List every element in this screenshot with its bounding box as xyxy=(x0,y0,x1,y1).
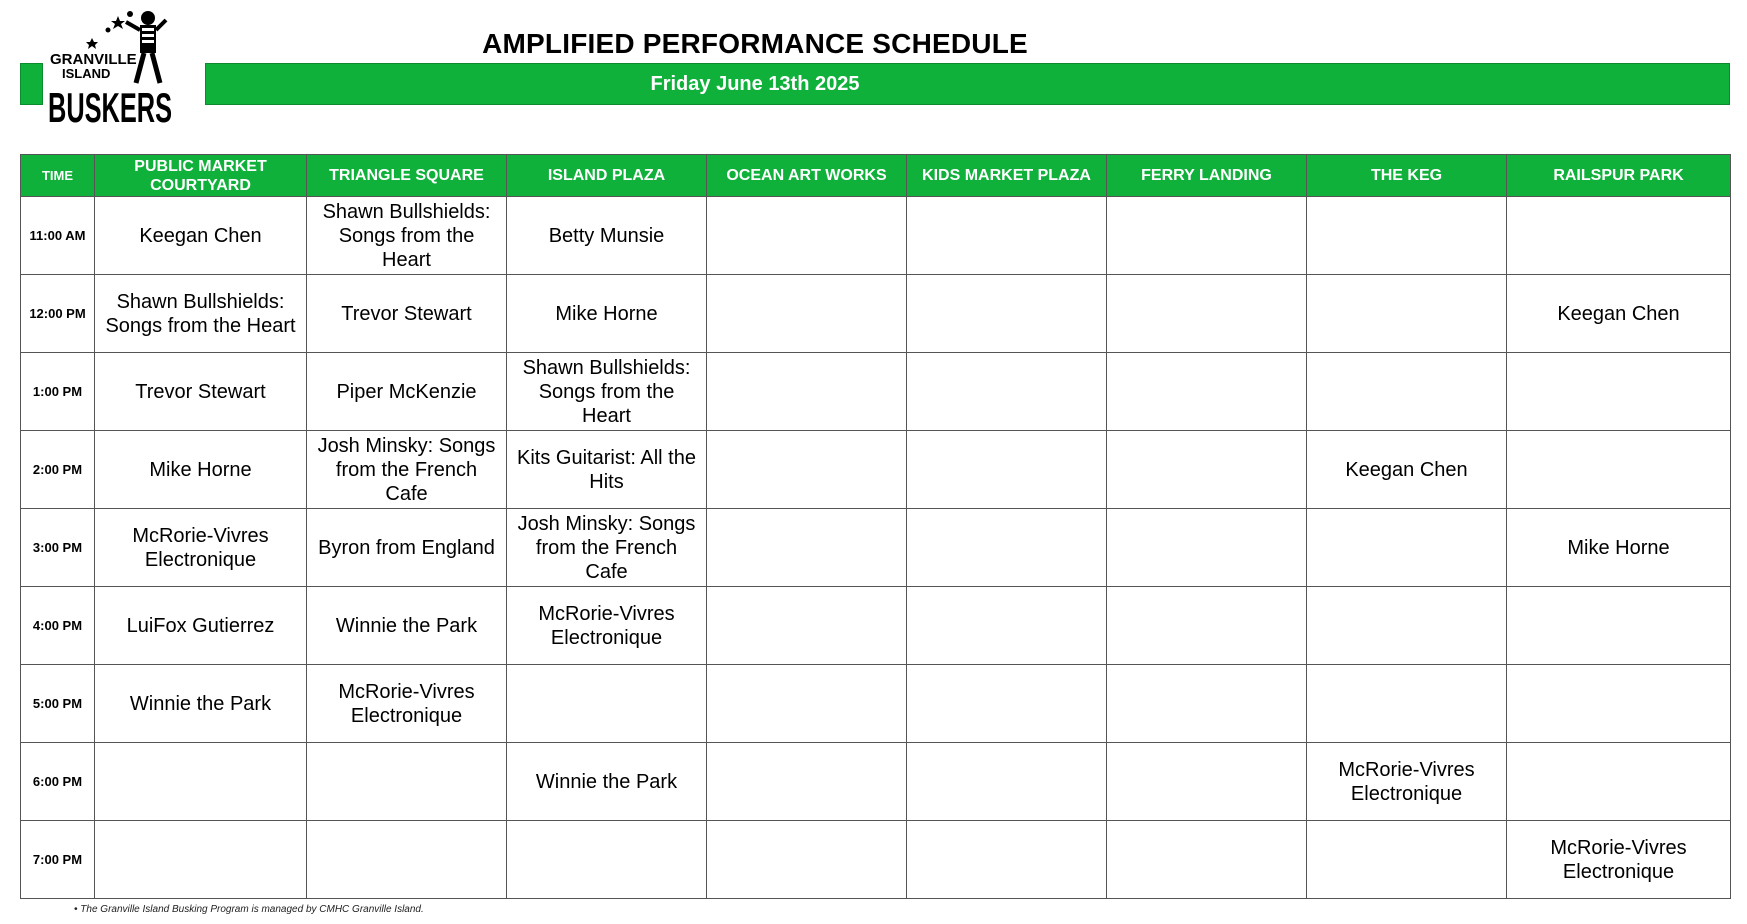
time-cell: 5:00 PM xyxy=(21,665,95,743)
performer-cell xyxy=(1107,197,1307,275)
table-row xyxy=(21,587,1731,665)
performer-cell xyxy=(307,821,507,899)
performer-cell: McRorie-Vivres Electronique xyxy=(307,665,507,743)
time-cell: 4:00 PM xyxy=(21,587,95,665)
performer-cell xyxy=(1107,275,1307,353)
performer-cell xyxy=(907,509,1107,587)
performer-cell: Mike Horne xyxy=(95,431,307,509)
performer-cell: Trevor Stewart xyxy=(95,353,307,431)
time-cell: 12:00 PM xyxy=(21,275,95,353)
performer-cell xyxy=(907,197,1107,275)
performer-cell xyxy=(1107,743,1307,821)
header-row xyxy=(21,155,1731,197)
page-title: AMPLIFIED PERFORMANCE SCHEDULE xyxy=(482,28,1028,59)
performer-cell xyxy=(907,275,1107,353)
performer-cell: McRorie-Vivres Electronique xyxy=(1507,821,1731,899)
performer-cell: Josh Minsky: Songs from the French Cafe xyxy=(507,509,707,587)
performer-cell xyxy=(907,353,1107,431)
performer-cell xyxy=(707,587,907,665)
performer-cell xyxy=(707,275,907,353)
column-header-kids-market-plaza: KIDS MARKET PLAZA xyxy=(907,155,1107,197)
performer-cell: Shawn Bullshields: Songs from the Heart xyxy=(95,275,307,353)
performer-cell xyxy=(1107,665,1307,743)
performer-cell xyxy=(1307,275,1507,353)
performer-cell xyxy=(1307,509,1507,587)
performer-cell xyxy=(1107,821,1307,899)
performer-cell xyxy=(1307,197,1507,275)
performer-cell xyxy=(707,353,907,431)
performer-cell xyxy=(1107,587,1307,665)
performer-cell xyxy=(307,743,507,821)
time-cell: 1:00 PM xyxy=(21,353,95,431)
performer-cell xyxy=(707,431,907,509)
schedule-date: Friday June 13th 2025 xyxy=(650,73,860,95)
performer-cell: Keegan Chen xyxy=(1307,431,1507,509)
time-cell: 3:00 PM xyxy=(21,509,95,587)
juggler-logo-icon xyxy=(48,8,198,136)
performer-cell xyxy=(1107,353,1307,431)
performer-cell xyxy=(907,431,1107,509)
performer-cell: Winnie the Park xyxy=(507,743,707,821)
buskers-logo xyxy=(48,8,198,136)
performer-cell: Shawn Bullshields: Songs from the Heart xyxy=(507,353,707,431)
table-row xyxy=(21,509,1731,587)
performer-cell xyxy=(1107,431,1307,509)
performer-cell: Winnie the Park xyxy=(95,665,307,743)
column-header-public-market-courtyard: PUBLIC MARKET COURTYARD xyxy=(95,155,307,197)
performer-cell xyxy=(1307,353,1507,431)
performer-cell xyxy=(707,509,907,587)
svg-text:GRANVILLE: GRANVILLE xyxy=(50,51,137,68)
performer-cell: Kits Guitarist: All the Hits xyxy=(507,431,707,509)
performer-cell: LuiFox Gutierrez xyxy=(95,587,307,665)
svg-text:ISLAND: ISLAND xyxy=(62,66,111,81)
column-header-island-plaza: ISLAND PLAZA xyxy=(507,155,707,197)
performer-cell: McRorie-Vivres Electronique xyxy=(95,509,307,587)
performer-cell: Mike Horne xyxy=(507,275,707,353)
performer-cell xyxy=(1107,509,1307,587)
performer-cell xyxy=(1507,665,1731,743)
performer-cell xyxy=(1307,665,1507,743)
performer-cell xyxy=(1307,587,1507,665)
table-row xyxy=(21,197,1731,275)
performer-cell xyxy=(707,821,907,899)
performer-cell: Betty Munsie xyxy=(507,197,707,275)
performer-cell xyxy=(907,821,1107,899)
column-header-ocean-art-works: OCEAN ART WORKS xyxy=(707,155,907,197)
table-row xyxy=(21,821,1731,899)
performer-cell xyxy=(95,743,307,821)
svg-text:BUSKERS: BUSKERS xyxy=(48,84,172,131)
schedule-table xyxy=(20,154,1731,899)
performer-cell xyxy=(1507,743,1731,821)
performer-cell xyxy=(95,821,307,899)
column-header-the-keg: THE KEG xyxy=(1307,155,1507,197)
performer-cell: Shawn Bullshields: Songs from the Heart xyxy=(307,197,507,275)
performer-cell xyxy=(907,743,1107,821)
performer-cell xyxy=(1507,197,1731,275)
performer-cell xyxy=(507,821,707,899)
performer-cell: Keegan Chen xyxy=(95,197,307,275)
time-cell: 6:00 PM xyxy=(21,743,95,821)
performer-cell: Winnie the Park xyxy=(307,587,507,665)
footnote: • The Granville Island Busking Program is managed by CMHC Granville Island. xyxy=(74,904,424,915)
time-cell: 2:00 PM xyxy=(21,431,95,509)
performer-cell: McRorie-Vivres Electronique xyxy=(507,587,707,665)
performer-cell xyxy=(1507,353,1731,431)
performer-cell xyxy=(507,665,707,743)
performer-cell xyxy=(1507,587,1731,665)
table-row xyxy=(21,431,1731,509)
performer-cell xyxy=(907,665,1107,743)
column-header-railspur-park: RAILSPUR PARK xyxy=(1507,155,1731,197)
performer-cell xyxy=(1307,821,1507,899)
performer-cell: Josh Minsky: Songs from the French Cafe xyxy=(307,431,507,509)
performer-cell: Piper McKenzie xyxy=(307,353,507,431)
table-row xyxy=(21,665,1731,743)
performer-cell xyxy=(1507,431,1731,509)
performer-cell: Byron from England xyxy=(307,509,507,587)
performer-cell xyxy=(907,587,1107,665)
performer-cell: McRorie-Vivres Electronique xyxy=(1307,743,1507,821)
performer-cell: Trevor Stewart xyxy=(307,275,507,353)
table-row xyxy=(21,743,1731,821)
table-row xyxy=(21,275,1731,353)
column-header-triangle-square: TRIANGLE SQUARE xyxy=(307,155,507,197)
time-cell: 7:00 PM xyxy=(21,821,95,899)
table-row xyxy=(21,353,1731,431)
performer-cell xyxy=(707,743,907,821)
column-header-time: TIME xyxy=(21,155,95,197)
performer-cell xyxy=(707,197,907,275)
time-cell: 11:00 AM xyxy=(21,197,95,275)
column-header-ferry-landing: FERRY LANDING xyxy=(1107,155,1307,197)
performer-cell xyxy=(707,665,907,743)
banner-left xyxy=(20,63,43,105)
performer-cell: Keegan Chen xyxy=(1507,275,1731,353)
performer-cell: Mike Horne xyxy=(1507,509,1731,587)
